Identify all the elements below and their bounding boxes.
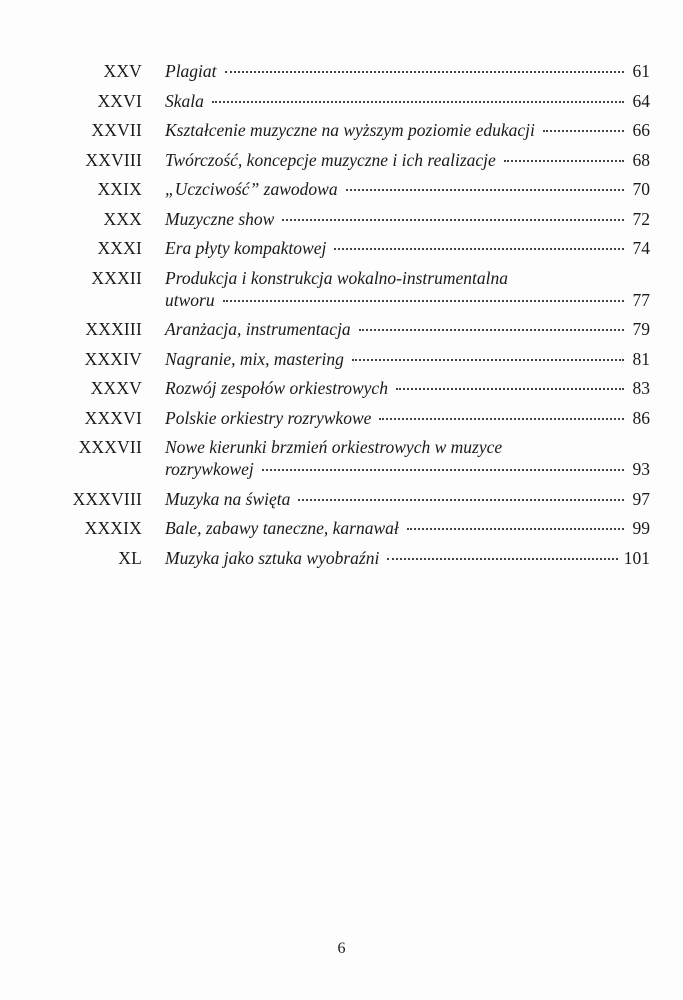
chapter-number: XL: [118, 547, 142, 568]
dot-leader: [334, 248, 624, 250]
chapter-title: Muzyczne show: [165, 208, 275, 229]
chapter-title-line1: Produkcja i konstrukcja wokalno-instrumentalna: [165, 267, 508, 288]
chapter-title: „Uczciwość” zawodowa: [165, 179, 338, 199]
chapter-title: Nagranie, mix, mastering: [165, 348, 344, 369]
chapter-number: XXVI: [97, 90, 142, 111]
toc-entry-xxxii[interactable]: [60, 267, 650, 311]
chapter-title: utworu: [165, 289, 215, 310]
dot-leader: [352, 359, 624, 361]
dot-leader: [543, 130, 624, 132]
toc-entry-xxxiii[interactable]: [60, 318, 650, 340]
page-number: 68: [632, 149, 650, 170]
toc-entry-xxxviii[interactable]: [60, 488, 650, 510]
page-number: 77: [632, 289, 650, 310]
page-number: 70: [632, 179, 650, 199]
dot-leader: [407, 528, 624, 530]
toc-entry-xxv[interactable]: [60, 60, 650, 82]
dot-leader: [387, 558, 617, 560]
chapter-title: Era płyty kompaktowej: [165, 238, 327, 258]
toc-entry-xxvii[interactable]: [60, 119, 650, 141]
chapter-title: Plagiat: [165, 61, 217, 81]
chapter-number: XXXVII: [78, 437, 142, 457]
dot-leader: [396, 388, 624, 390]
toc-entry-xl[interactable]: [60, 547, 650, 569]
page-footer-number: 6: [337, 940, 346, 957]
dot-leader: [262, 469, 624, 471]
page-number: 74: [632, 238, 650, 258]
dot-leader: [379, 418, 624, 420]
page-number: 72: [632, 208, 650, 229]
chapter-title: Bale, zabawy taneczne, karnawał: [165, 518, 399, 538]
chapter-title-line1: Nowe kierunki brzmień orkiestrowych w muzyce: [165, 437, 503, 457]
chapter-title: Twórczość, koncepcje muzyczne i ich realizacje: [165, 149, 496, 170]
chapter-title: Skala: [165, 90, 204, 111]
toc-entry-xxxvii[interactable]: [60, 436, 650, 480]
dot-leader: [282, 219, 624, 221]
chapter-number: XXXI: [97, 238, 142, 258]
page-number: 61: [632, 61, 650, 81]
toc-entry-xxxix[interactable]: [60, 517, 650, 539]
page-number: 66: [632, 120, 650, 140]
toc-entry-xxx[interactable]: [60, 208, 650, 230]
chapter-number: XXXII: [91, 267, 142, 288]
dot-leader: [225, 71, 624, 73]
chapter-number: XXXIV: [84, 348, 142, 369]
page-number: 93: [632, 459, 650, 479]
toc-entry-xxvi[interactable]: [60, 90, 650, 112]
toc-entry-xxix[interactable]: [60, 178, 650, 200]
chapter-title: Polskie orkiestry rozrywkowe: [165, 407, 372, 428]
chapter-number: XXXVIII: [72, 488, 142, 509]
page-number: 64: [632, 90, 650, 111]
page-number: 97: [632, 488, 650, 509]
chapter-number: XXXV: [90, 378, 142, 398]
page-number: 79: [632, 319, 650, 339]
chapter-number: XXXIII: [85, 319, 142, 339]
toc-entry-xxxv[interactable]: [60, 377, 650, 399]
chapter-number: XXX: [103, 208, 142, 229]
page-number: 81: [632, 348, 650, 369]
table-of-contents: [60, 60, 650, 576]
chapter-number: XXXIX: [84, 518, 142, 538]
chapter-title: rozrywkowej: [165, 459, 254, 479]
page-number: 83: [632, 378, 650, 398]
chapter-title: Rozwój zespołów orkiestrowych: [165, 378, 388, 398]
toc-entry-xxxi[interactable]: [60, 237, 650, 259]
chapter-number: XXXVI: [84, 407, 142, 428]
toc-entry-xxxvi[interactable]: [60, 407, 650, 429]
dot-leader: [223, 300, 624, 302]
toc-entry-xxviii[interactable]: [60, 149, 650, 171]
dot-leader: [504, 160, 624, 162]
page-number: 101: [623, 547, 650, 568]
chapter-title: Muzyka jako sztuka wyobraźni: [165, 547, 380, 568]
dot-leader: [212, 101, 624, 103]
chapter-number: XXVIII: [85, 149, 142, 170]
chapter-number: XXV: [103, 61, 142, 81]
chapter-number: XXVII: [91, 120, 142, 140]
chapter-number: XXIX: [97, 179, 142, 199]
chapter-title: Aranżacja, instrumentacja: [165, 319, 351, 339]
chapter-title: Kształcenie muzyczne na wyższym poziomie edukacji: [165, 120, 535, 140]
toc-entry-xxxiv[interactable]: [60, 348, 650, 370]
dot-leader: [346, 189, 624, 191]
dot-leader: [359, 329, 624, 331]
chapter-title: Muzyka na święta: [165, 488, 291, 509]
page-number: 86: [632, 407, 650, 428]
dot-leader: [298, 499, 624, 501]
page-number: 99: [632, 518, 650, 538]
